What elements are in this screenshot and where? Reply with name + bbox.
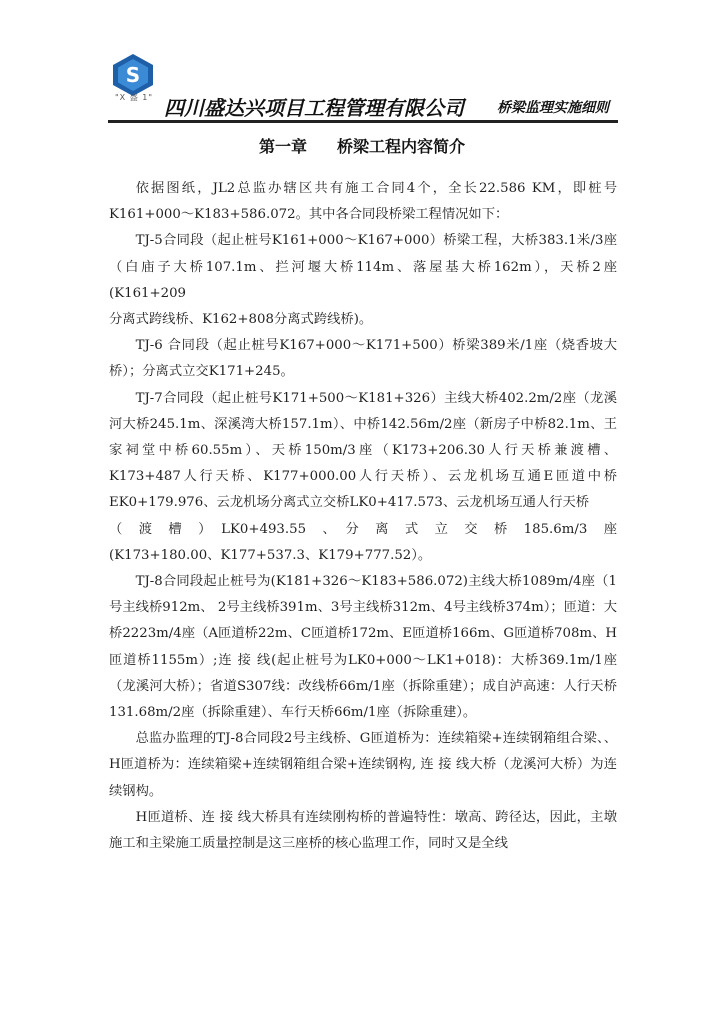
paragraph: TJ-6 合同段（起止桩号K167+000～K171+500）桥梁389米/1座（烧香坡大桥）；分离式立交K171+245。 [109, 338, 617, 380]
company-name: 四川盛达兴项目工程管理有限公司 [164, 96, 464, 120]
paragraph: 分离式跨线桥、K162+808分离式跨线桥)。 [109, 312, 373, 328]
paragraph: (K173+180.00、K177+537.3、K179+777.52）。 [109, 547, 432, 563]
paragraph: 依据图纸，JL2总监办辖区共有施工合同4个，全长22.586 KM，即桩号K161+000～K183+586.072。其中各合同段桥梁工程情况如下： [109, 181, 617, 223]
paragraph: （ 渡 槽 ） LK0+493.55 、 分 离 式 立 交 桥 185.6m/3 座 [109, 521, 617, 537]
document-title: 桥梁监理实施细则 [497, 100, 609, 116]
svg-text:S: S [125, 63, 141, 87]
logo-caption: "X 盛 1" [114, 93, 153, 102]
document-body [109, 176, 617, 857]
paragraph: TJ-7合同段（起止桩号K171+500～K181+326）主线大桥402.2m/2座（龙溪河大桥245.1m、深溪湾大桥157.1m）、中桥142.56m/2座（新房子中桥82.1m、王家祠堂中桥60.55m）、天桥150m/3座（K173+206.30人行天桥兼渡槽、K173+487人行天桥、K177+000.00人行天桥）、云龙机场互通E匝道中桥EK0+179.976、云龙机场分离式立交桥LK0+417.573、云龙机场互通人行天桥 [109, 390, 617, 511]
chapter-heading [0, 134, 724, 157]
paragraph: TJ-5合同段（起止桩号K161+000～K167+000）桥梁工程，大桥383.1米/3座（白庙子大桥107.1m、拦河堰大桥114m、落屋基大桥162m），天桥2座(K161+209 [109, 233, 617, 301]
chapter-title: 桥梁工程内容简介 [337, 137, 466, 156]
paragraph: H匝道桥、连 接 线大桥具有连续刚构桥的普遍特性：墩高、跨径达，因此，主墩施工和主梁施工质量控制是这三座桥的核心监理工作，同时又是全线 [109, 809, 617, 852]
paragraph: 总监办监理的TJ-8合同段2号主线桥、G匝道桥为：连续箱梁+连续钢箱组合梁、、H匝道桥为：连续箱梁+连续钢箱组合梁+连续钢构, 连 接 线大桥（龙溪河大桥）为连续钢构。 [109, 731, 617, 799]
header-divider [108, 120, 618, 123]
paragraph: TJ-8合同段起止桩号为(K181+326～K183+586.072)主线大桥1089m/4座（1号主线桥912m、 2号主线桥391m、3号主线桥312m、4号主线桥374m）；匝道：大桥2223m/4座（A匝道桥22m、C匝道桥172m、E匝道桥166m、G匝道桥708m、H匝道桥1155m）;连 接 线(起止桩号为LK0+000～LK1+018)：大桥369.1m/1座（龙溪河大桥）；省道S307线：改线桥66m/1座（拆除重建）；成自泸高速：人行天桥131.68m/2座（拆除重建）、车行天桥66m/1座（拆除重建）。 [109, 574, 617, 721]
chapter-number: 第一章 [258, 137, 307, 156]
